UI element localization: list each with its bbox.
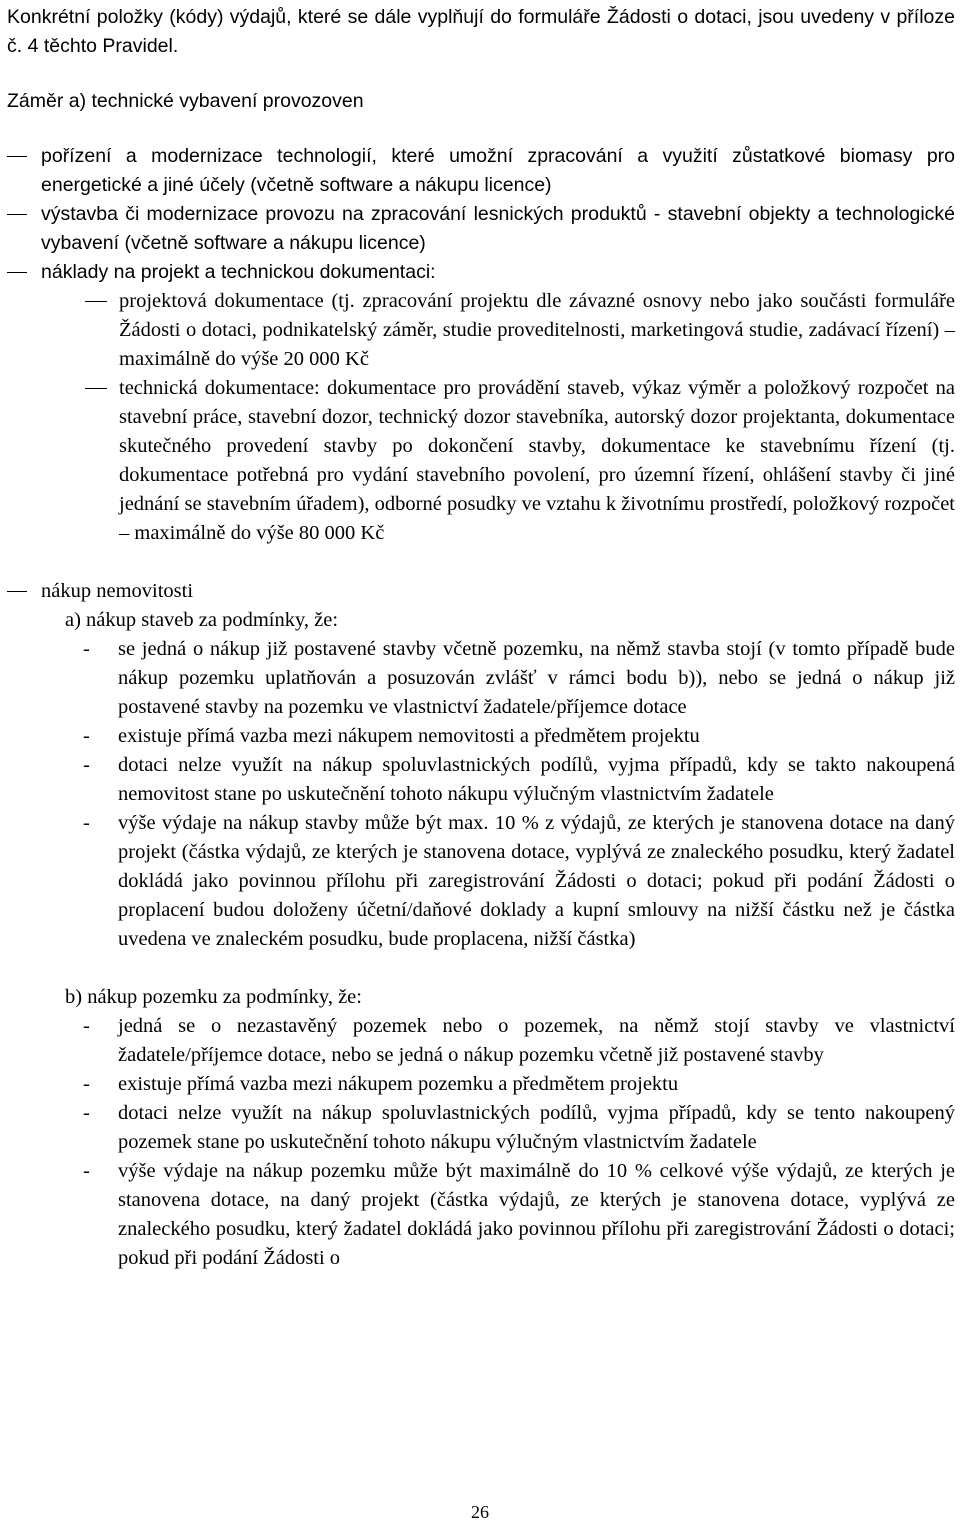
list-item: nákup nemovitosti — [7, 577, 955, 606]
list-item: pořízení a modernizace technologií, které umožní zpracování a využití zůstatkové biomasy pro energetické a jiné účely (včetně software a nákupu licence) — [7, 142, 955, 200]
land-label: b) nákup pozemku za podmínky, že: — [65, 986, 362, 1008]
property-list — [7, 577, 955, 606]
buildings-conditions — [83, 635, 955, 954]
list-item: - se jedná o nákup již postavené stavby včetně pozemku, na němž stavba stojí (v tomto případě bude nákup pozemku uplatňován a posuzován zvlášť v rámci bodu b)), nebo se jedná o nákup již postavené stavby na pozemku ve vlastnictví žadatele/příjemce dotace — [83, 635, 955, 722]
list-item: náklady na projekt a technickou dokumentaci: — [7, 258, 955, 287]
list-item: - existuje přímá vazba mezi nákupem pozemku a předmětem projektu — [83, 1070, 955, 1099]
land-conditions — [83, 1012, 955, 1273]
list-item: - existuje přímá vazba mezi nákupem nemovitosti a předmětem projektu — [83, 722, 955, 751]
main-list — [7, 142, 955, 287]
document-page — [7, 3, 955, 1273]
list-item: - dotaci nelze využít na nákup spoluvlastnických podílů, vyjma případů, kdy se takto nakoupená nemovitost stane po uskutečnění tohoto nákupu výlučným vlastnictvím žadatele — [83, 751, 955, 809]
list-item: - jedná se o nezastavěný pozemek nebo o pozemek, na němž stojí stavby ve vlastnictví žadatele/příjemce dotace, nebo se jedná o nákup pozemku včetně již postavené stavby — [83, 1012, 955, 1070]
list-item: - výše výdaje na nákup pozemku může být maximálně do 10 % celkové výše výdajů, ze kterých je stanovena dotace, na daný projekt (částka výdajů, ze kterých je stanovena dotace, vyplývá ze znaleckého posudku, který žadatel dokládá jako povinnou přílohu při zaregistrování Žádosti o dotaci; pokud při podání Žádosti o — [83, 1157, 955, 1273]
page-number: 26 — [471, 1502, 489, 1522]
list-item: technická dokumentace: dokumentace pro provádění staveb, výkaz výměr a položkový rozpočet na stavební práce, stavební dozor, technický dozor stavebníka, autorský dozor projektanta, dokumentace skutečného provedení stavby po dokončení stavby, dokumentace ke stavebnímu řízení (tj. dokumentace potřebná pro vydání stavebního povolení, pro územní řízení, ohlášení stavby či jiné jednání se stavebním úřadem), odborné posudky ve vztahu k životnímu prostředí, položkový rozpočet – maximálně do výše 80 000 Kč — [85, 374, 955, 548]
list-item: - dotaci nelze využít na nákup spoluvlastnických podílů, vyjma případů, kdy se tento nakoupený pozemek stane po uskutečnění tohoto nákupu výlučným vlastnictvím žadatele — [83, 1099, 955, 1157]
section-heading: Záměr a) technické vybavení provozoven — [7, 90, 364, 112]
buildings-label: a) nákup staveb za podmínky, že: — [65, 609, 339, 631]
list-item: výstavba či modernizace provozu na zpracování lesnických produktů - stavební objekty a technologické vybavení (včetně software a nákupu licence) — [7, 200, 955, 258]
intro-paragraph: Konkrétní položky (kódy) výdajů, které se dále vyplňují do formuláře Žádosti o dotaci, jsou uvedeny v příloze č. 4 těchto Pravidel. — [7, 6, 955, 57]
list-item: - výše výdaje na nákup stavby může být max. 10 % z výdajů, ze kterých je stanovena dotace na daný projekt (částka výdajů, ze kterých je stanovena dotace, vyplývá ze znaleckého posudku, který žadatel dokládá jako povinnou přílohu při zaregistrování Žádosti o dotaci; pokud při podání Žádosti o proplacení budou doloženy účetní/daňové doklady a kupní smlouvy na nižší částku než je částka uvedena ve znaleckém posudku, bude proplacena, nižší částka) — [83, 809, 955, 954]
list-item: projektová dokumentace (tj. zpracování projektu dle závazné osnovy nebo jako součásti formuláře Žádosti o dotaci, podnikatelský záměr, studie proveditelnosti, marketingová studie, zadávací řízení) – maximálně do výše 20 000 Kč — [85, 287, 955, 374]
documentation-sublist — [85, 287, 955, 548]
